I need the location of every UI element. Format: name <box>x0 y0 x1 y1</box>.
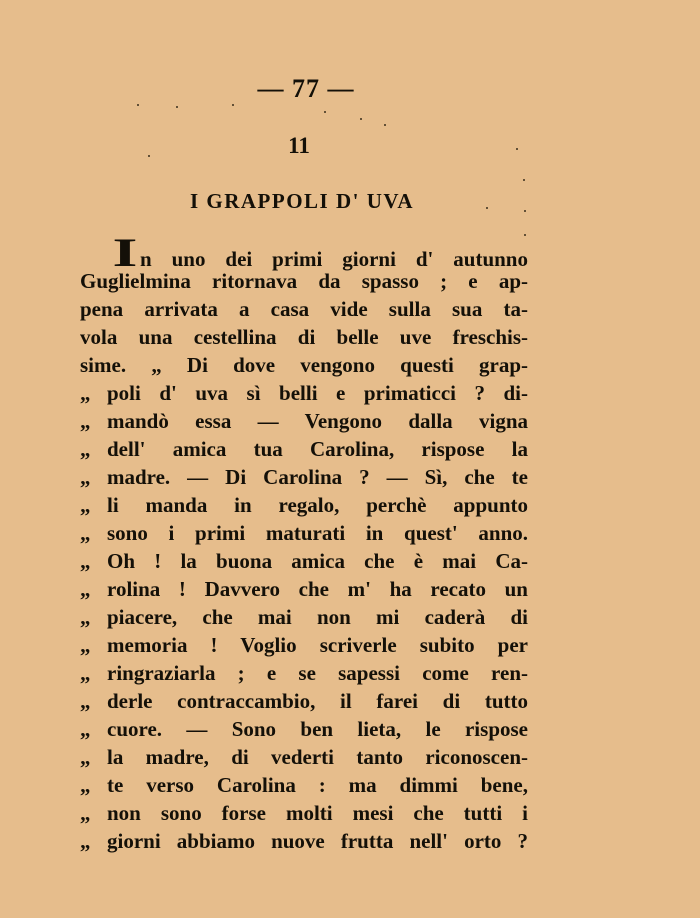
text-line <box>80 267 528 295</box>
text-line <box>80 547 528 575</box>
print-speck <box>137 104 139 106</box>
text-line <box>80 603 528 631</box>
quote-mark: „ <box>80 661 91 685</box>
print-speck <box>486 207 488 209</box>
text-line <box>80 519 528 547</box>
quote-mark: „ <box>80 829 91 853</box>
line-text: sono i primi maturati in quest' anno. <box>107 521 528 545</box>
text-line <box>80 715 528 743</box>
text-line <box>80 379 528 407</box>
quote-mark: „ <box>80 381 91 405</box>
quote-mark: „ <box>80 717 91 741</box>
line-text: derle contraccambio, il farei di tutto <box>107 689 528 713</box>
quote-mark: „ <box>80 689 91 713</box>
quote-mark: „ <box>80 465 91 489</box>
print-speck <box>176 106 178 108</box>
text-line <box>80 659 528 687</box>
line-text: rolina ! Davvero che m' ha recato un <box>107 577 528 601</box>
line-text: Oh ! la buona amica che è mai Ca- <box>107 549 528 573</box>
line-text: cuore. — Sono ben lieta, le rispose <box>107 717 528 741</box>
print-speck <box>148 155 150 157</box>
print-speck <box>524 234 526 236</box>
line-text: piacere, che mai non mi caderà di <box>107 605 528 629</box>
quote-mark: „ <box>80 521 91 545</box>
page-number: — 77 — <box>257 74 355 103</box>
quote-mark: „ <box>80 409 91 433</box>
text-line <box>80 463 528 491</box>
text-line <box>80 827 528 855</box>
line-text: vola una cestellina di belle uve freschis- <box>80 325 528 349</box>
line-text: pena arrivata a casa vide sulla sua ta- <box>80 297 528 321</box>
line-text: non sono forse molti mesi che tutti i <box>107 801 528 825</box>
text-line <box>80 230 528 275</box>
line-text: li manda in regalo, perchè appunto <box>107 493 528 517</box>
text-line <box>80 631 528 659</box>
line-text: Guglielmina ritornava da spasso ; e ap- <box>80 269 528 293</box>
text-line <box>80 575 528 603</box>
print-speck <box>232 104 234 106</box>
text-line <box>80 351 528 379</box>
text-line <box>80 771 528 799</box>
line-text: ringraziarla ; e se sapessi come ren- <box>107 661 528 685</box>
text-line <box>80 295 528 323</box>
text-line <box>80 687 528 715</box>
text-line <box>80 799 528 827</box>
print-speck <box>384 124 386 126</box>
text-line <box>80 491 528 519</box>
line-text: te verso Carolina : ma dimmi bene, <box>107 773 528 797</box>
line-text: memoria ! Voglio scriverle subito per <box>107 633 528 657</box>
quote-mark: „ <box>80 605 91 629</box>
print-speck <box>360 118 362 120</box>
text-line <box>80 323 528 351</box>
text-line <box>80 435 528 463</box>
text-line <box>80 743 528 771</box>
quote-mark: „ <box>80 493 91 517</box>
quote-mark: „ <box>80 745 91 769</box>
quote-mark: „ <box>80 633 91 657</box>
print-speck <box>324 111 326 113</box>
line-text: sime. „ Di dove vengono questi grap- <box>80 353 528 377</box>
print-speck <box>523 179 525 181</box>
quote-mark: „ <box>80 437 91 461</box>
chapter-number: 11 <box>288 133 310 158</box>
drop-cap: I <box>112 230 138 275</box>
body-text <box>80 230 528 855</box>
line-text: madre. — Di Carolina ? — Sì, che te <box>107 465 528 489</box>
quote-mark: „ <box>80 801 91 825</box>
print-speck <box>516 148 518 150</box>
line-text: la madre, di vederti tanto riconoscen- <box>107 745 528 769</box>
print-speck <box>524 210 526 212</box>
line-text: mandò essa — Vengono dalla vigna <box>107 409 528 433</box>
quote-mark: „ <box>80 773 91 797</box>
line-text: dell' amica tua Carolina, rispose la <box>107 437 528 461</box>
quote-mark: „ <box>80 577 91 601</box>
line-text: giorni abbiamo nuove frutta nell' orto ? <box>107 829 528 853</box>
line-text: poli d' uva sì belli e primaticci ? di- <box>107 381 528 405</box>
line-text: n uno dei primi giorni d' autunno <box>140 247 528 271</box>
quote-mark: „ <box>80 549 91 573</box>
chapter-title: I GRAPPOLI D' UVA <box>189 189 415 213</box>
text-line <box>80 407 528 435</box>
